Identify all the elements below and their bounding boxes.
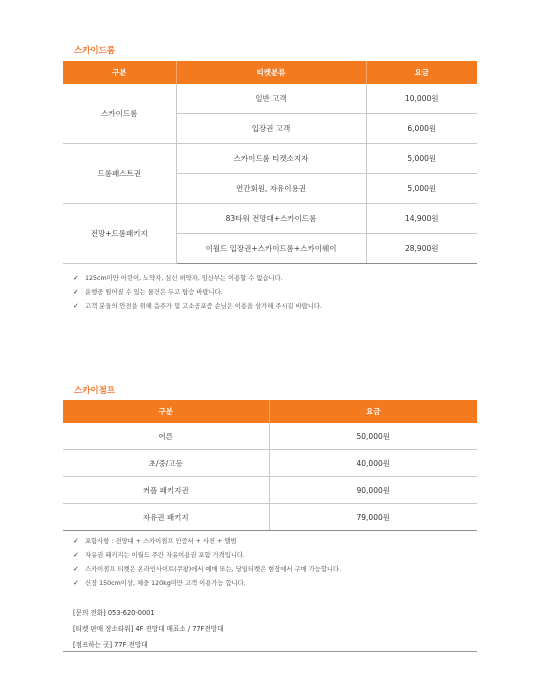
note-item <box>73 534 341 548</box>
skyjump-notes <box>73 534 341 590</box>
header-category: 구분 <box>63 400 269 423</box>
category-cell: 드롬패스트권 <box>63 144 176 204</box>
check-icon: ✓ <box>73 288 79 296</box>
price-cell: 10,000원 <box>366 84 477 114</box>
price-cell: 50,000원 <box>269 423 477 450</box>
header-price: 요금 <box>366 61 477 84</box>
ticket-cell: 이월드 입장권+스카이드롬+스카이웨이 <box>176 234 366 264</box>
price-cell: 5,000원 <box>366 174 477 204</box>
category-cell: 자유권 패키지 <box>63 504 269 531</box>
category-cell: 초/중/고등 <box>63 450 269 477</box>
check-icon: ✓ <box>73 565 79 573</box>
note-text: 125cm미만 어린이, 노약자, 심신 허약자, 임산부는 이용할 수 없습니다. <box>85 275 283 282</box>
note-item <box>73 299 322 313</box>
note-item <box>73 548 341 562</box>
check-icon: ✓ <box>73 274 79 282</box>
table-row <box>63 504 477 531</box>
header-category: 구분 <box>63 61 176 84</box>
bottom-divider <box>63 651 477 652</box>
note-text: 포함사항 : 전망대 + 스카이점프 인증서 + 사진 + 앨범 <box>85 538 237 545</box>
table-header-row <box>63 61 477 84</box>
category-cell: 스카이드롬 <box>63 84 176 144</box>
table-row <box>63 450 477 477</box>
category-cell: 어른 <box>63 423 269 450</box>
note-item <box>73 285 322 299</box>
ticket-cell: 연간회원, 자유이용권 <box>176 174 366 204</box>
note-item <box>73 576 341 590</box>
check-icon: ✓ <box>73 551 79 559</box>
price-cell: 28,900원 <box>366 234 477 264</box>
note-text: 자유권 패키지는 이월드 주간 자유이용권 포함 가격입니다. <box>85 552 245 559</box>
header-price: 요금 <box>269 400 477 423</box>
category-cell: 전망+드롬패키지 <box>63 204 176 264</box>
ticket-cell: 입장권 고객 <box>176 114 366 144</box>
table-row <box>63 477 477 504</box>
check-icon: ✓ <box>73 579 79 587</box>
price-cell: 5,000원 <box>366 144 477 174</box>
ticket-cell: 스카이드롬 티켓소지자 <box>176 144 366 174</box>
skydome-notes <box>73 271 322 313</box>
skyjump-title: 스카이점프 <box>74 386 116 396</box>
check-icon: ✓ <box>73 537 79 545</box>
table-row <box>63 84 477 114</box>
note-text: 신장 150cm이상, 체중 120kg미만 고객 이용가능 합니다. <box>85 580 246 587</box>
category-cell: 커플 패키지권 <box>63 477 269 504</box>
table-row <box>63 144 477 174</box>
price-cell: 14,900원 <box>366 204 477 234</box>
skydome-title: 스카이드롬 <box>74 46 116 56</box>
ticket-cell: 83타워 전망대+스카이드롬 <box>176 204 366 234</box>
contact-phone: [문의 전화] 053-620-0001 <box>73 609 155 617</box>
check-icon: ✓ <box>73 302 79 310</box>
ticket-cell: 일반 고객 <box>176 84 366 114</box>
note-text: 운행중 떨어질 수 있는 물건은 두고 탑승 바랍니다. <box>85 289 223 296</box>
price-cell: 79,000원 <box>269 504 477 531</box>
header-ticket-type: 티켓분류 <box>176 61 366 84</box>
contact-info <box>73 605 224 653</box>
table-row <box>63 423 477 450</box>
note-item <box>73 562 341 576</box>
skydome-price-table <box>63 61 477 264</box>
note-item <box>73 271 322 285</box>
table-header-row <box>63 400 477 423</box>
note-text: 고객 분들의 안전을 위해 음주가 및 고소공포증 손님은 이용을 삼가해 주시길 바랍니다. <box>85 303 322 310</box>
table-row <box>63 204 477 234</box>
price-cell: 6,000원 <box>366 114 477 144</box>
contact-jump-location: [점프하는 곳] 77F 전망대 <box>73 641 148 649</box>
price-cell: 90,000원 <box>269 477 477 504</box>
skyjump-price-table <box>63 400 477 531</box>
price-cell: 40,000원 <box>269 450 477 477</box>
note-text: 스카이점프 티켓은 온라인사이트(쿠팡)에서 예매 또는, 당일티켓은 현장에서 구매 가능합니다. <box>85 566 342 573</box>
contact-ticket-location: [티켓 판매 장소타워] 4F 전망대 매표소 / 77F전망대 <box>73 625 224 633</box>
